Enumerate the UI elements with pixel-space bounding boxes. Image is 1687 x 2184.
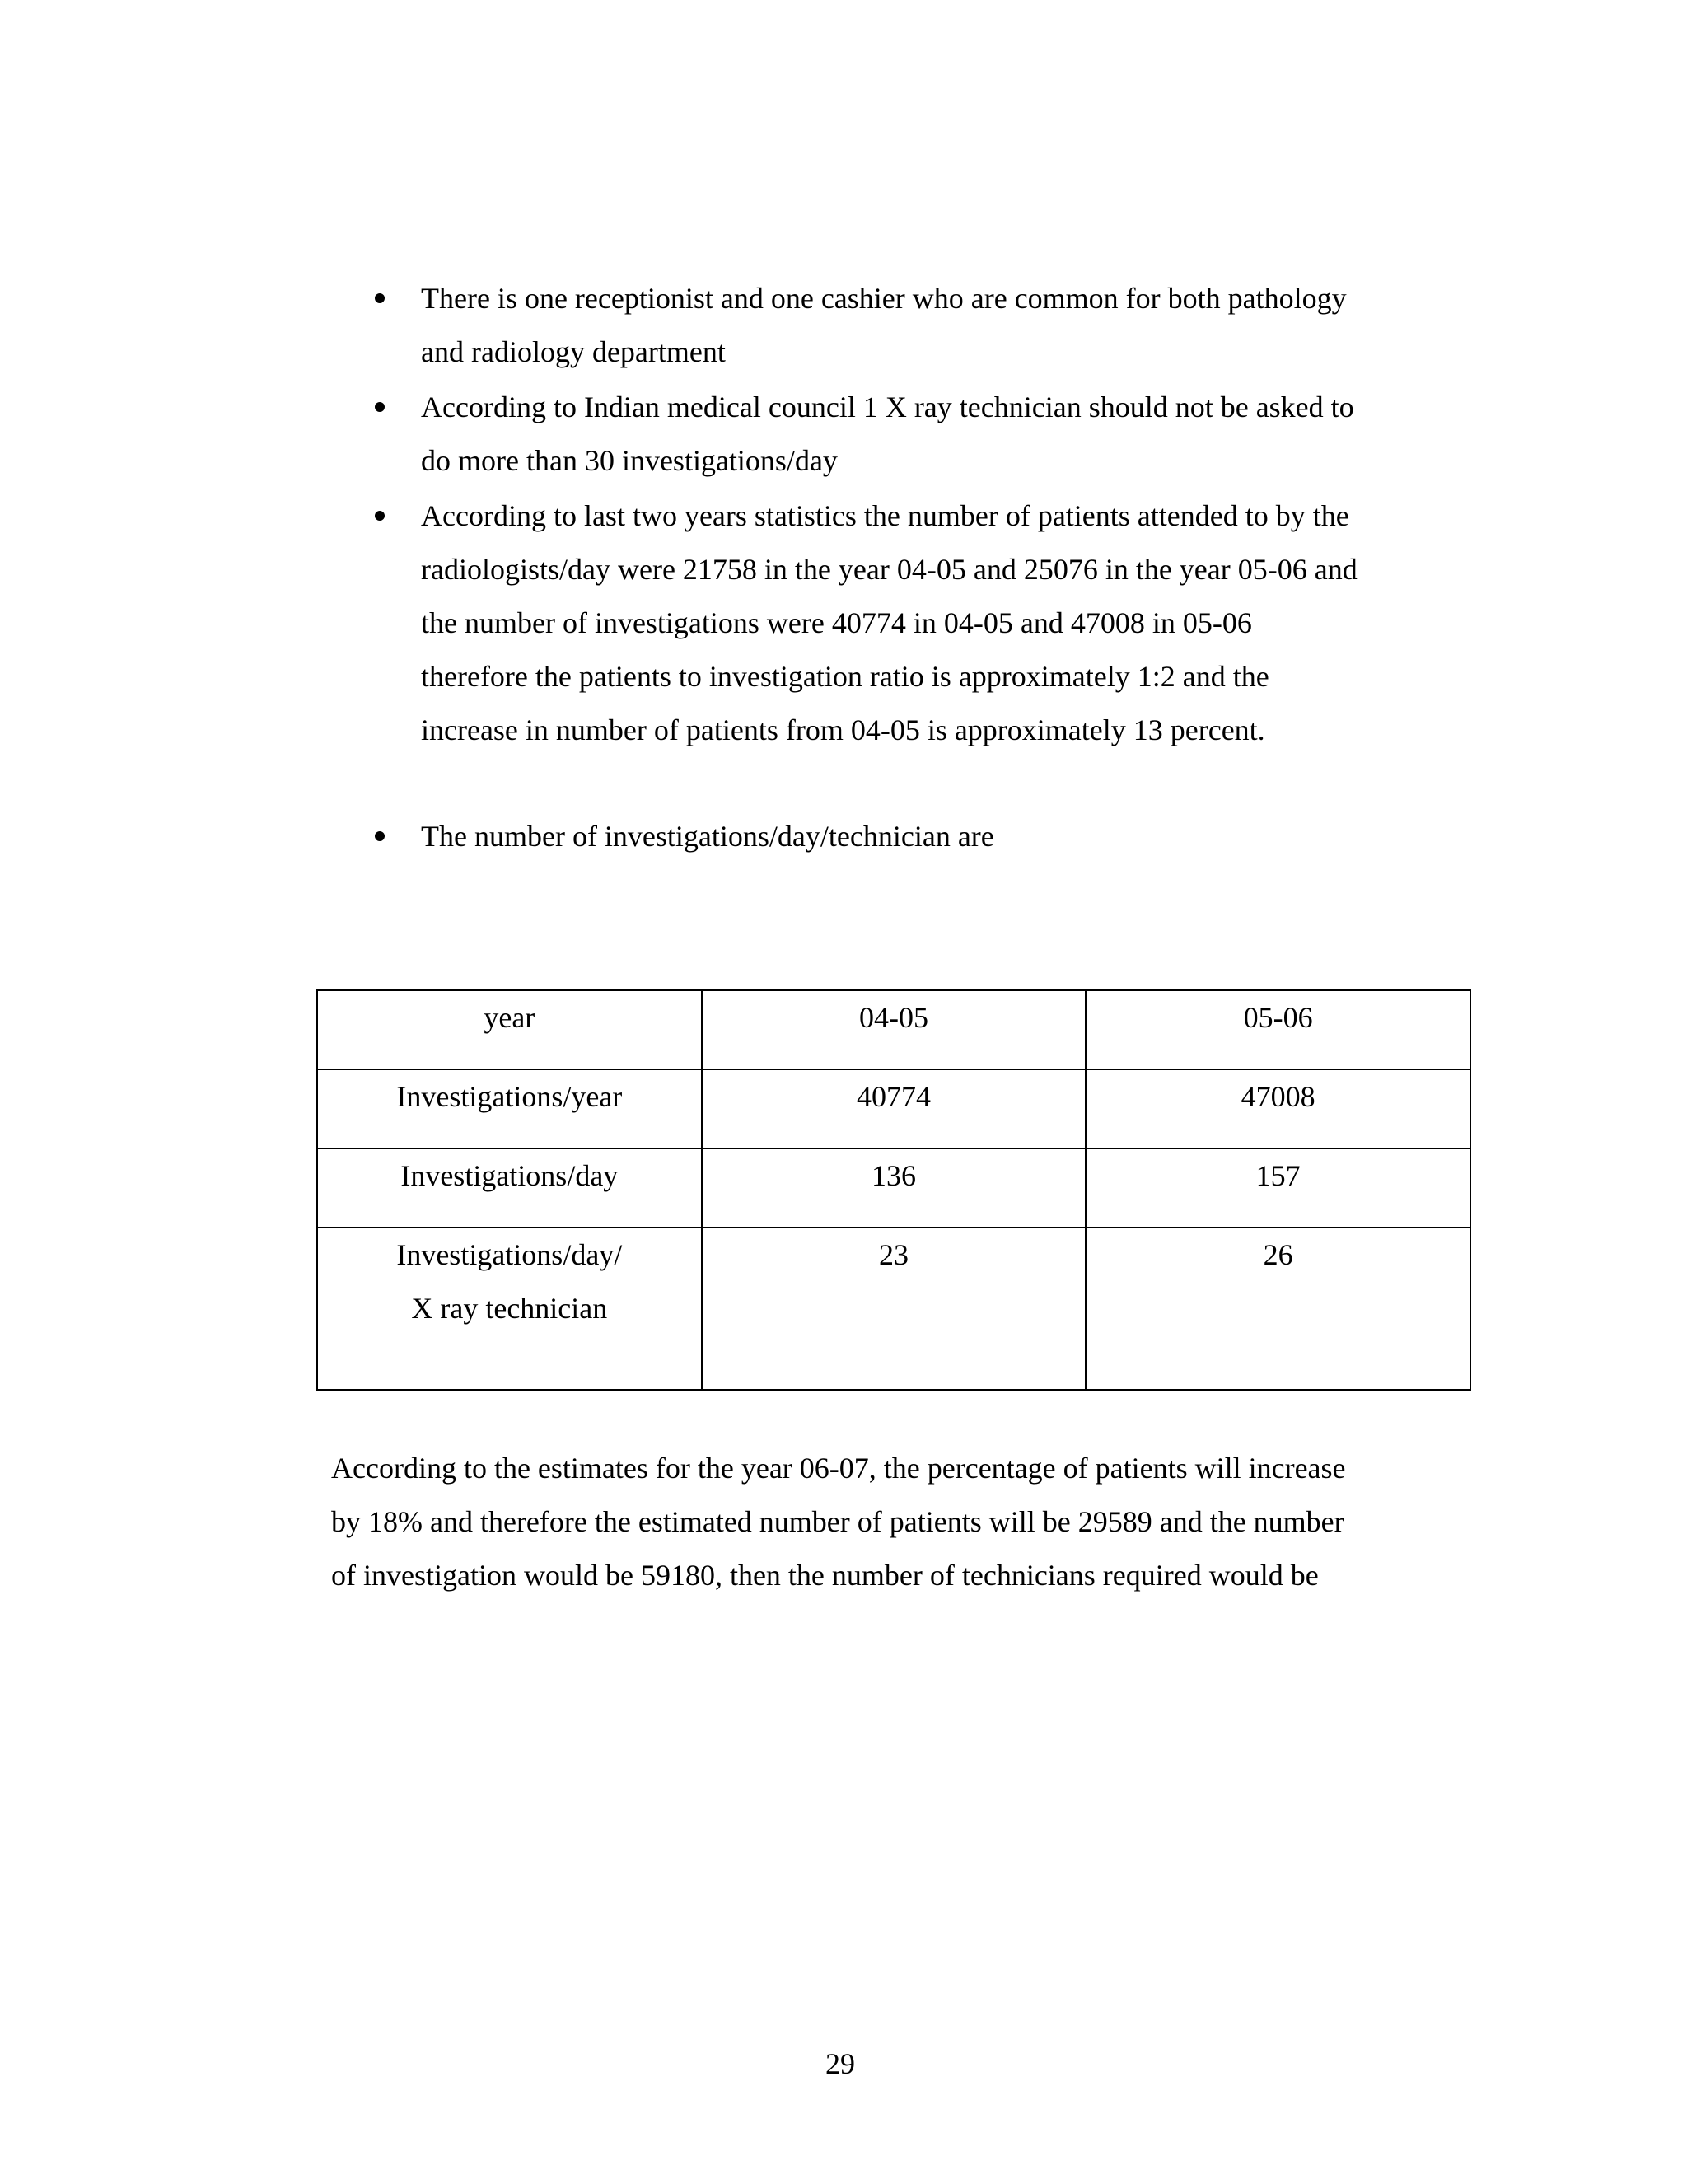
table-row bbox=[317, 1148, 1470, 1228]
table-header-cell: year bbox=[317, 990, 702, 1069]
page-number: 29 bbox=[825, 2047, 855, 2080]
bullet-item bbox=[375, 381, 1363, 488]
table-header-cell: 05-06 bbox=[1086, 990, 1470, 1069]
table-cell: 136 bbox=[702, 1148, 1087, 1228]
body-paragraph: According to the estimates for the year 06-07, the percentage of patients will increase by 18% and therefore the estimated number of patients will be 29589 and the number of investigation would be 59180, then the number of technicians required would be bbox=[331, 1452, 1346, 1592]
bullet-item bbox=[375, 272, 1363, 379]
bullet-list bbox=[375, 272, 1363, 865]
table-cell: Investigations/day bbox=[317, 1148, 702, 1228]
table-cell-line: Investigations/day/ bbox=[396, 1238, 623, 1271]
table-row bbox=[317, 1228, 1470, 1390]
bullet-dot-icon bbox=[375, 402, 385, 412]
investigations-table bbox=[316, 989, 1471, 1391]
table-cell: 23 bbox=[702, 1228, 1087, 1390]
table-header-cell: 04-05 bbox=[702, 990, 1087, 1069]
bullet-item bbox=[375, 810, 1363, 863]
bullet-text: The number of investigations/day/technician are bbox=[421, 820, 994, 853]
table-cell: 47008 bbox=[1086, 1069, 1470, 1148]
bullet-dot-icon bbox=[375, 831, 385, 841]
bullet-text: According to last two years statistics the number of patients attended to by the radiologists/day were 21758 in the year 04-05 and 25076 in the year 05-06 and the number of investigations were 40774 in 04-05 and 47008 in 05-06 therefore the patients to investigation ratio is approximately 1:2 and the increase in number of patients from 04-05 is approximately 13 percent. bbox=[421, 499, 1358, 746]
table-cell-line: X ray technician bbox=[411, 1292, 608, 1325]
table-cell: 40774 bbox=[702, 1069, 1087, 1148]
bullet-item bbox=[375, 489, 1363, 757]
bullet-dot-icon bbox=[375, 511, 385, 521]
table-cell: 157 bbox=[1086, 1148, 1470, 1228]
table-cell: 26 bbox=[1086, 1228, 1470, 1390]
bullet-text: There is one receptionist and one cashier who are common for both pathology and radiology department bbox=[421, 282, 1347, 368]
table-cell: Investigations/year bbox=[317, 1069, 702, 1148]
bullet-dot-icon bbox=[375, 293, 385, 303]
table-header-row bbox=[317, 990, 1470, 1069]
bullet-text: According to Indian medical council 1 X ray technician should not be asked to do more than 30 investigations/day bbox=[421, 391, 1354, 477]
table-row bbox=[317, 1069, 1470, 1148]
table-cell bbox=[317, 1228, 702, 1390]
